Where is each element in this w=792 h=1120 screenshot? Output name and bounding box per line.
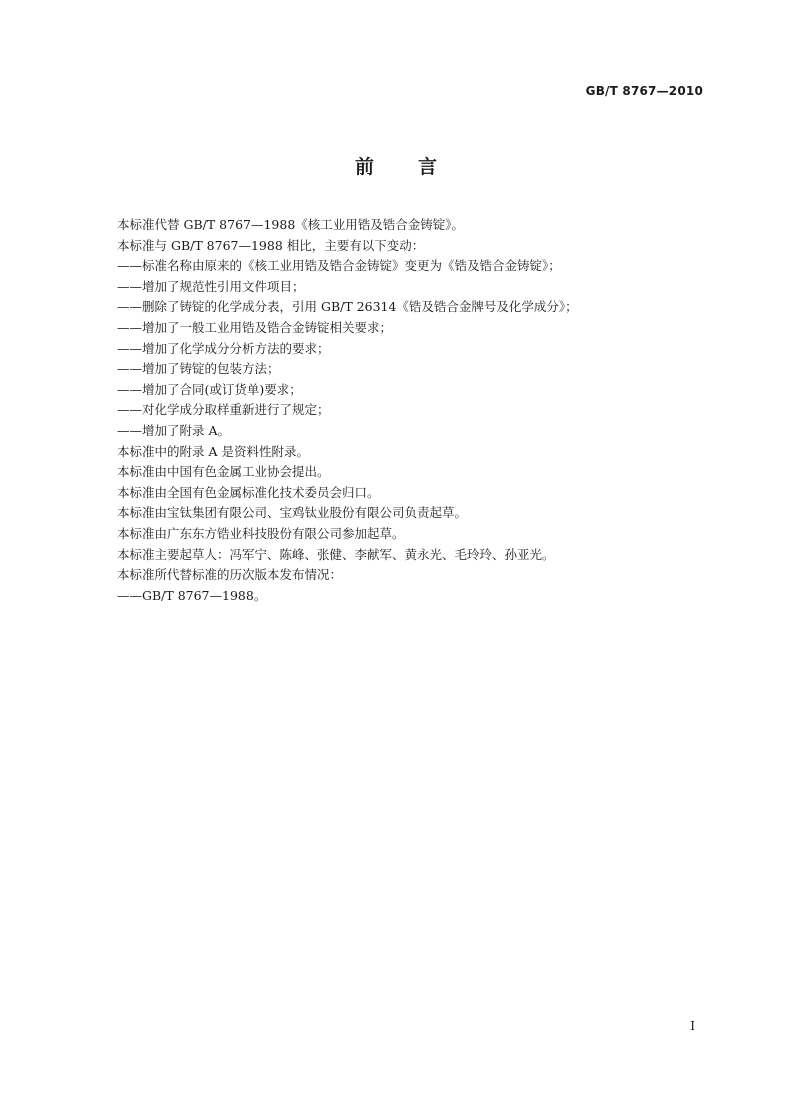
change-item: ——删除了铸锭的化学成分表，引用 GB/T 26314《锆及锆合金牌号及化学成分》； xyxy=(117,299,578,315)
page-number: I xyxy=(690,1019,695,1033)
change-item: ——增加了合同(或订货单)要求； xyxy=(117,381,302,397)
change-item: ——增加了附录 A。 xyxy=(117,422,231,438)
body-line: 本标准由广东东方锆业科技股份有限公司参加起草。 xyxy=(117,525,405,541)
drafters-line: 本标准主要起草人：冯军宁、陈峰、张健、李献军、黄永光、毛玲玲、孙亚光。 xyxy=(117,546,555,562)
body-line: 本标准与 GB/T 8767—1988 相比，主要有以下变动： xyxy=(117,237,425,253)
change-item: ——对化学成分取样重新进行了规定； xyxy=(117,402,330,418)
change-item: ——标准名称由原来的《核工业用锆及锆合金铸锭》变更为《锆及锆合金铸锭》； xyxy=(117,258,561,274)
page-title: 前言 xyxy=(354,156,481,178)
body-line: 本标准所代替标准的历次版本发布情况： xyxy=(117,567,343,583)
change-item: ——增加了一般工业用锆及锆合金铸锭相关要求； xyxy=(117,319,393,335)
standard-code: GB/T 8767—2010 xyxy=(585,84,703,98)
body-line: 本标准由宝钛集团有限公司、宝鸡钛业股份有限公司负责起草。 xyxy=(117,505,468,521)
foreword-body xyxy=(117,215,697,606)
body-line: 本标准由中国有色金属工业协会提出。 xyxy=(117,464,330,480)
body-line: 本标准中的附录 A 是资料性附录。 xyxy=(117,443,309,459)
change-item: ——GB/T 8767—1988。 xyxy=(117,587,267,603)
body-line: 本标准由全国有色金属标准化技术委员会归口。 xyxy=(117,484,380,500)
change-item: ——增加了规范性引用文件项目； xyxy=(117,278,305,294)
change-item: ——增加了铸锭的包装方法； xyxy=(117,361,280,377)
change-item: ——增加了化学成分分析方法的要求； xyxy=(117,340,330,356)
body-line: 本标准代替 GB/T 8767—1988《核工业用锆及锆合金铸锭》。 xyxy=(117,217,465,232)
